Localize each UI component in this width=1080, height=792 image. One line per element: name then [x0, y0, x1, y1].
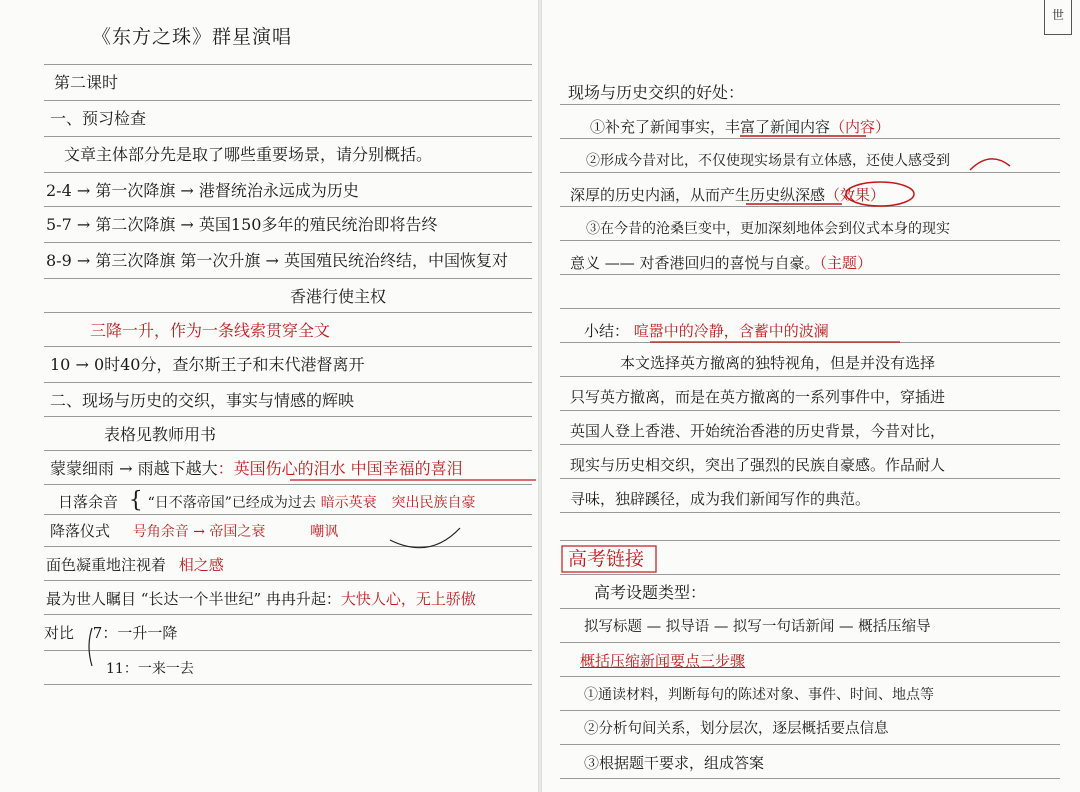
ruled-line — [44, 484, 532, 485]
ruled-line — [44, 206, 532, 207]
book-gutter — [538, 0, 542, 792]
section-preview-check: 一、预习检查 — [50, 109, 147, 128]
exam-q2: 概括压缩新闻要点三步骤 — [580, 652, 746, 670]
ruled-line — [44, 416, 532, 417]
note-line: 8-9 → 第三次降旗 第一次升旗 → 英国殖民统治终结，中国恢复对 — [46, 251, 509, 270]
ruled-line — [560, 478, 1060, 479]
exam-types: 高考设题类型： — [594, 583, 707, 602]
ruled-line — [560, 240, 1060, 241]
ruled-line — [44, 136, 532, 137]
ruled-line — [560, 274, 1060, 275]
benefit-2a: ②形成今昔对比，不仅使现实场景有立体感，还使人感受到 — [586, 153, 950, 169]
ruled-line — [44, 650, 532, 651]
ruled-line — [560, 172, 1060, 173]
summary-line: 英国人登上香港、开始统治香港的历史背景，今昔对比， — [570, 422, 946, 440]
ruled-line — [44, 172, 532, 173]
ruled-line — [44, 278, 532, 279]
note-line: 表格见教师用书 — [104, 425, 217, 444]
highlight-row: 最为世人瞩目 “长达一个半世纪” 冉冉升起：大快人心，无上骄傲 — [46, 590, 476, 608]
ruled-line — [560, 540, 1060, 541]
summary-line: 本文选择英方撤离的独特视角，但是并没有选择 — [620, 354, 936, 372]
summary-line: 现实与历史相交织，突出了强烈的民族自豪感。作品耐人 — [570, 456, 946, 474]
benefit-1: ①补充了新闻事实，丰富了新闻内容（内容） — [590, 118, 891, 136]
note-line-red: 三降一升，作为一条线索贯穿全文 — [90, 321, 331, 340]
ruled-line — [560, 778, 1060, 779]
ruled-line — [560, 710, 1060, 711]
summary-row: 小结： 喧嚣中的冷静，含蓄中的波澜 — [584, 322, 829, 340]
note-line: 5-7 → 第二次降旗 → 英国150多年的殖民统治即将告终 — [46, 215, 438, 234]
ruled-line — [44, 514, 532, 515]
face-row: 面色凝重地注视着 相之感 — [46, 556, 224, 574]
ruled-line — [560, 308, 1060, 309]
summary-line: 只写英方撤离，而是在英方撤离的一系列事件中，穿插进 — [570, 388, 946, 406]
benefit-3b: 意义 —— 对香港回归的喜悦与自豪。（主题） — [570, 254, 873, 272]
ruled-line — [560, 342, 1060, 343]
exam-q4: ②分析句间关系，划分层次，逐层概括要点信息 — [584, 721, 889, 737]
ruled-line — [44, 580, 532, 581]
ruled-line — [560, 138, 1060, 139]
note-line: 2-4 → 第一次降旗 → 港督统治永远成为历史 — [46, 181, 359, 200]
benefit-3a: ③在今昔的沧桑巨变中，更加深刻地体会到仪式本身的现实 — [586, 221, 950, 237]
section-lesson: 第二课时 — [54, 73, 119, 92]
page-title: 《东方之珠》群星演唱 — [92, 26, 293, 48]
ruled-line — [44, 546, 532, 547]
exam-q3: ①通读材料，判断每句的陈述对象、事件、时间、地点等 — [584, 687, 934, 703]
benefit-intro: 现场与历史交织的好处： — [568, 83, 745, 102]
ruled-line — [44, 312, 532, 313]
ruled-line — [44, 100, 532, 101]
ruled-line — [44, 346, 532, 347]
ruled-line — [560, 512, 1060, 513]
ruled-line — [560, 608, 1060, 609]
ruled-line — [560, 376, 1060, 377]
contrast-row-2: 11：一来一去 — [106, 661, 194, 677]
section-intertwine: 二、现场与历史的交织，事实与情感的辉映 — [50, 391, 355, 410]
rain-text: 蒙蒙细雨 → 雨越下越大：英国伤心的泪水 中国幸福的喜泪 — [50, 459, 463, 478]
ruled-line — [560, 410, 1060, 411]
ruled-line — [560, 444, 1060, 445]
exam-link-heading: 高考链接 — [568, 548, 645, 570]
ruled-line — [560, 744, 1060, 745]
ruled-line — [44, 382, 532, 383]
corner-tab: 世 — [1044, 0, 1072, 35]
ruled-line — [560, 642, 1060, 643]
exam-q5: ③根据题干要求，组成答案 — [584, 754, 765, 772]
note-line: 10 → 0时40分，查尔斯王子和末代港督离开 — [50, 355, 365, 374]
sunset-row: 日落余音 { “日不落帝国”已经成为过去 暗示英衰 突出民族自豪 — [58, 488, 476, 513]
ceremony-row: 降落仪式 号角余音 → 帝国之衰 嘲讽 — [50, 522, 339, 540]
benefit-2b: 深厚的历史内涵，从而产生历史纵深感（效果） — [570, 186, 886, 204]
exam-q1: 拟写标题 — 拟导语 — 拟写一句话新闻 — 概括压缩导 — [584, 619, 931, 635]
ruled-line — [560, 206, 1060, 207]
ruled-line — [44, 684, 532, 685]
ruled-line — [560, 574, 1060, 575]
ruled-line — [44, 64, 532, 65]
ruled-line — [44, 614, 532, 615]
ruled-line — [44, 242, 532, 243]
ruled-line — [44, 450, 532, 451]
ruled-line — [560, 676, 1060, 677]
ruled-line — [560, 104, 1060, 105]
contrast-row: 对比 7：一升一降 — [44, 624, 178, 642]
summary-line: 寻味，独辟蹊径，成为我们新闻写作的典范。 — [570, 490, 871, 508]
note-line: 香港行使主权 — [290, 287, 387, 306]
note-line: 文章主体部分先是取了哪些重要场景，请分别概括。 — [64, 145, 433, 164]
